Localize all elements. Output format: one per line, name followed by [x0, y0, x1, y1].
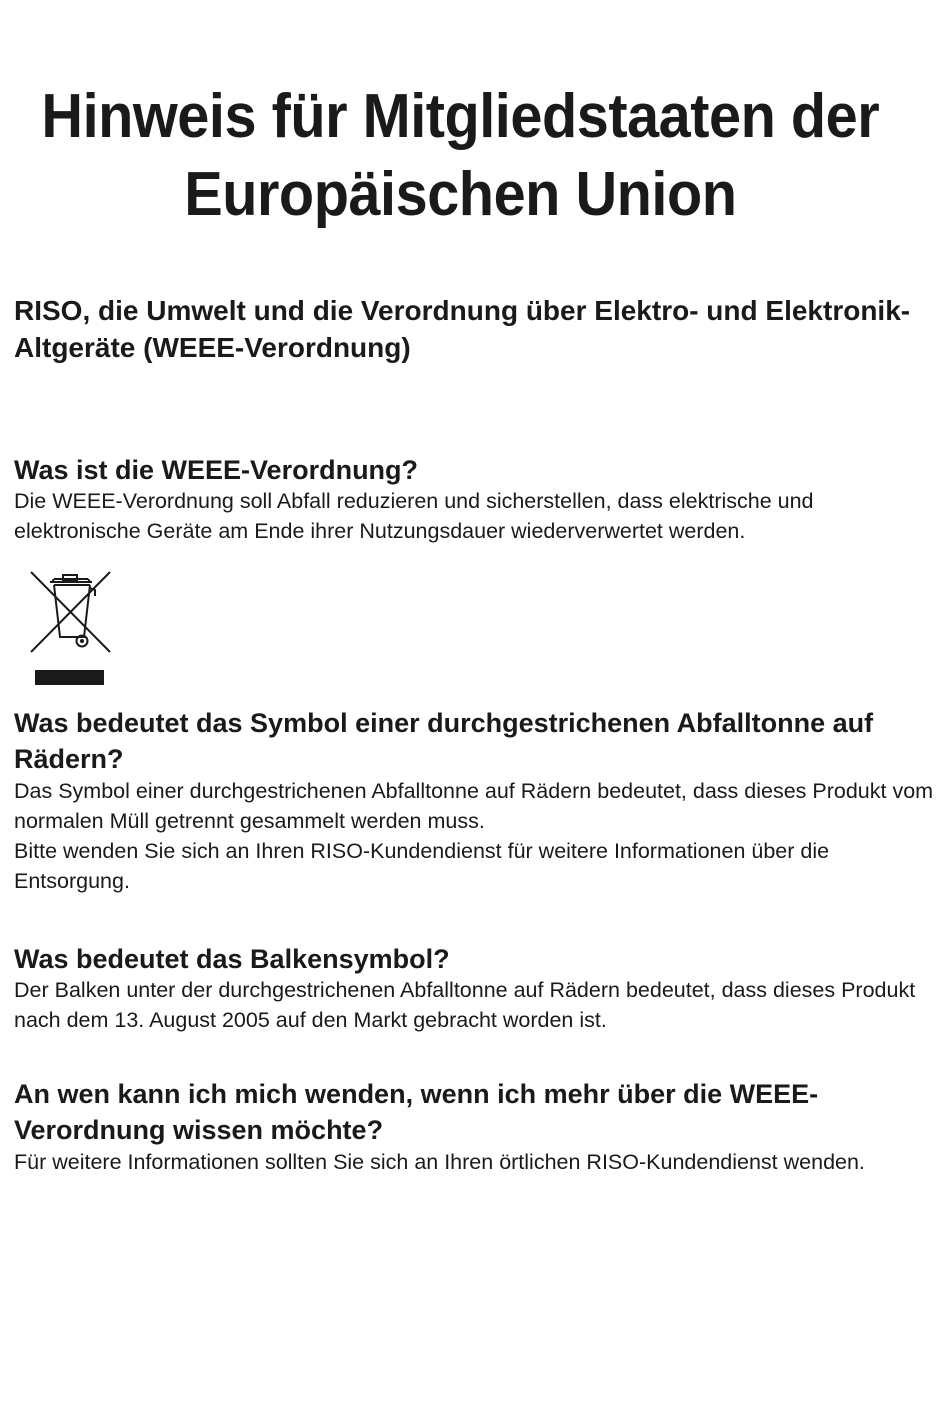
crossed-out-wheeled-bin-icon	[26, 566, 116, 690]
section-body-contact: Für weitere Informationen sollten Sie sich an Ihren örtlichen RISO-Kundendienst wenden.	[14, 1150, 865, 1174]
section-heading-contact: An wen kann ich mich wenden, wenn ich mehr über die WEEE-Verordnung wissen möchte?	[14, 1079, 819, 1145]
page-title	[0, 78, 921, 234]
section-body-bar-symbol: Der Balken unter der durchgestrichenen Abfalltonne auf Rädern bedeutet, dass dieses Produkt nach dem 13. August 2005 auf den Markt gebracht worden ist.	[14, 978, 916, 1032]
section-body-bin-symbol: Das Symbol einer durchgestrichenen Abfalltonne auf Rädern bedeutet, dass dieses Produkt vom normalen Müll getrennt gesammelt werden muss. Bitte wenden Sie sich an Ihren RISO-Kundendienst für weitere Informationen über die Entsorgung.	[14, 779, 934, 893]
page-title-line-2: Europäischen Union	[184, 160, 737, 229]
page-title-line-1: Hinweis für Mitgliedstaaten der	[41, 82, 880, 151]
section-heading-bin-symbol: Was bedeutet das Symbol einer durchgestrichenen Abfalltonne auf Rädern?	[14, 708, 874, 774]
section-heading-weee: Was ist die WEEE-Verordnung?	[14, 455, 419, 485]
section-heading-bar-symbol: Was bedeutet das Balkensymbol?	[14, 944, 450, 974]
section-body-weee: Die WEEE-Verordnung soll Abfall reduzieren und sicherstellen, dass elektrische und elektronische Geräte am Ende ihrer Nutzungsdauer wiederverwertet werden.	[14, 489, 814, 543]
document-subtitle: RISO, die Umwelt und die Verordnung über Elektro- und Elektronik-Altgeräte (WEEE-Verordnung)	[14, 295, 911, 363]
bar-symbol	[35, 670, 104, 685]
